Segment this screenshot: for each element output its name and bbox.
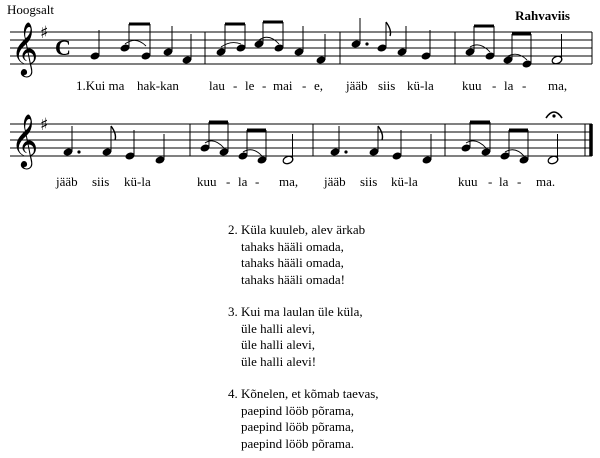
lyric-hyphen: - [255, 174, 260, 189]
lyric-syllable: la [238, 174, 248, 189]
lyric-syllable: kuu [458, 174, 478, 189]
lyric-syllable: le [245, 78, 255, 93]
verse-4 [228, 386, 379, 452]
barlines [190, 32, 592, 156]
music-score [0, 0, 600, 200]
lyric-syllable: kü-la [124, 174, 151, 189]
verse-line: paepind lööb põrama, [241, 419, 354, 435]
lyric-syllable: kü-la [391, 174, 418, 189]
lyric-syllable: 1.Kui ma [76, 78, 125, 93]
fermata-dot [552, 114, 555, 117]
lyric-hyphen: - [233, 78, 238, 93]
lyric-syllable: ma, [279, 174, 299, 189]
staff-2 [10, 124, 592, 156]
lyric-hyphen: - [226, 174, 231, 189]
lyric-syllable: ma. [536, 174, 556, 189]
treble-clef-icon: 𝄞 [11, 113, 39, 167]
lyric-syllable: mai [273, 78, 293, 93]
verse-line: 4. Kõnelen, et kõmab taevas, [228, 386, 379, 401]
verse-line: üle halli alevi, [241, 337, 316, 353]
lyric-syllable: siis [360, 174, 378, 189]
composer-credit: Rahvaviis [515, 8, 570, 23]
lyric-syllable: kuu [462, 78, 482, 93]
lyric-hyphen: - [517, 174, 522, 189]
lyric-syllable: siis [378, 78, 396, 93]
lyric-syllable: kü-la [407, 78, 434, 93]
lyric-hyphen: - [262, 78, 267, 93]
lyric-syllable: siis [92, 174, 110, 189]
lyric-hyphen: - [522, 78, 527, 93]
verse-line: tahaks hääli omada! [241, 271, 345, 287]
lyric-syllable: lau [209, 78, 225, 93]
lyric-syllable: jääb [324, 174, 346, 189]
key-signature-sharp-icon: ♯ [40, 115, 49, 135]
lyric-syllable: jääb [56, 174, 78, 189]
lyric-syllable: hak-kan [137, 78, 179, 93]
lyric-syllable: la [499, 174, 509, 189]
verse-line: paepind lööb põrama. [241, 435, 354, 451]
lyric-syllable: e, [314, 78, 324, 93]
verse-2 [228, 222, 365, 288]
lyric-syllable: ma, [548, 78, 568, 93]
verse-3 [228, 304, 363, 370]
time-signature: C [55, 35, 71, 60]
verse-line: paepind lööb põrama, [241, 402, 354, 418]
key-signature-sharp-icon: ♯ [40, 23, 49, 43]
tempo-marking: Hoogsalt [7, 2, 54, 17]
lyric-hyphen: - [492, 78, 497, 93]
verse-line: 3. Kui ma laulan üle küla, [228, 304, 363, 319]
lyric-hyphen: - [488, 174, 493, 189]
verse-line: üle halli alevi, [241, 320, 316, 336]
verse-line: üle halli alevi! [241, 353, 317, 369]
notes-line-1 [90, 18, 563, 69]
lyric-syllable: kuu [197, 174, 217, 189]
lyric-hyphen: - [302, 78, 307, 93]
lyric-syllable: la [504, 78, 514, 93]
lyric-syllable: jääb [346, 78, 368, 93]
verse-line: tahaks hääli omada, [241, 255, 344, 271]
notes-line-2 [63, 112, 562, 165]
verse-line: tahaks hääli omada, [241, 238, 344, 254]
verse-line: 2. Küla kuuleb, alev ärkab [228, 222, 366, 237]
treble-clef-icon: 𝄞 [11, 21, 39, 75]
